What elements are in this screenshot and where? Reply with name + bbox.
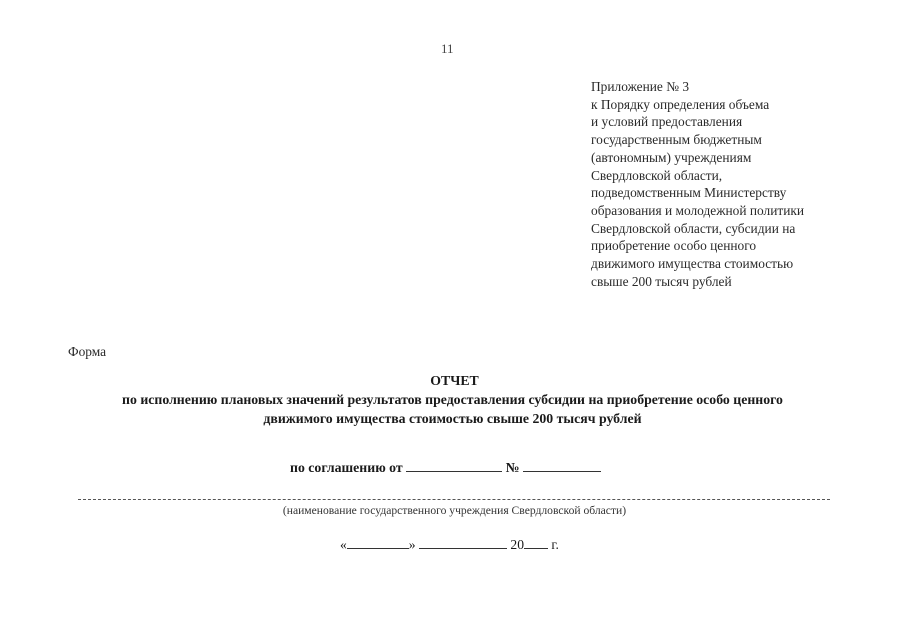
appendix-line: к Порядку определения объема [591,96,770,112]
date-year-suffix: г. [551,537,559,552]
appendix-line: государственным бюджетным [591,132,762,148]
date-open-quote: « [340,537,347,552]
organization-caption-text: (наименование государственного учреждения Свердловской области) [282,504,627,517]
agreement-row [290,458,601,476]
appendix-line: и условий предоставления [591,114,743,130]
agreement-date-field[interactable] [406,458,502,472]
page-number: 11 [441,41,454,56]
report-subtitle-line-1: по исполнению плановых значений результатов предоставления субсидии на приобретение особо ценного [122,392,783,407]
report-title-block [0,371,905,428]
agreement-number-field[interactable] [523,458,601,472]
date-close-quote: » [408,537,416,552]
date-month-field[interactable] [419,535,507,549]
appendix-line: Приложение № 3 [591,79,690,94]
appendix-line: Свердловской области, [591,167,723,183]
agreement-prefix: по соглашению от [290,460,403,475]
appendix-line: образования и молодежной политики [591,202,805,218]
report-subtitle-line-2: движимого имущества стоимостью свыше 200 тысяч рублей [263,411,642,426]
agreement-number-sign: № [505,460,520,475]
organization-caption [0,504,905,517]
appendix-line: свыше 200 тысяч рублей [591,273,732,289]
appendix-block [591,78,851,290]
appendix-line: (автономным) учреждениям [591,149,752,165]
report-title: ОТЧЕТ [430,373,479,388]
appendix-line: движимого имущества стоимостью [591,256,794,272]
organization-name-field[interactable] [78,499,830,500]
form-label: Форма [68,344,107,359]
date-year-field[interactable] [524,535,548,549]
date-century: 20 [510,537,524,552]
appendix-line: подведомственным Министерству [591,185,787,201]
date-row [340,535,559,553]
date-day-field[interactable] [347,535,409,549]
appendix-line: приобретение особо ценного [591,238,757,254]
appendix-line: Свердловской области, субсидии на [591,220,796,236]
